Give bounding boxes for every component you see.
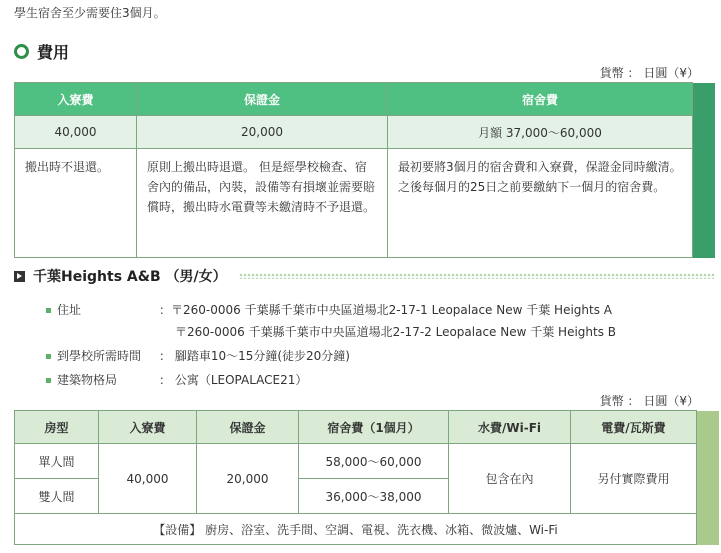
room-type-single: 單人間 bbox=[15, 444, 99, 479]
entry-fee-note: 搬出時不退還。 bbox=[15, 149, 137, 258]
bullet-icon bbox=[46, 308, 51, 313]
electricity-gas-value: 另付實際費用 bbox=[571, 444, 697, 514]
building-type-label: 建築物格局 bbox=[57, 373, 118, 387]
side-bar bbox=[697, 411, 719, 545]
fees-title: 費用 bbox=[37, 42, 70, 62]
room-type-double: 雙人間 bbox=[15, 479, 99, 514]
dorm-title: 千葉Heights A&B （男/女） bbox=[33, 269, 227, 285]
dorm-section-title bbox=[14, 266, 714, 286]
deposit-value: 20,000 bbox=[137, 116, 388, 149]
fee-header-row bbox=[15, 83, 715, 116]
fee-notes-row bbox=[15, 149, 715, 258]
header-entry-fee: 入寮費 bbox=[99, 411, 197, 444]
address-row bbox=[46, 301, 612, 318]
bullet-icon bbox=[46, 378, 51, 383]
fees-section-title bbox=[14, 40, 69, 62]
header-entry-fee: 入寮費 bbox=[15, 83, 137, 116]
building-type-row bbox=[46, 371, 307, 388]
header-monthly-rent: 宿舍費（1個月） bbox=[299, 411, 449, 444]
fee-values-row bbox=[15, 116, 715, 149]
facilities-text: 【設備】 廚房、浴室、洗手間、空調、電視、洗衣機、冰箱、微波爐、Wi-Fi bbox=[15, 514, 697, 545]
address-line-2: 〒260-0006 千葉縣千葉市中央區道場北2-17-2 Leopalace New 千葉 Heights B bbox=[175, 325, 617, 339]
address-label: 住址 bbox=[57, 303, 82, 317]
deposit-value: 20,000 bbox=[197, 444, 299, 514]
header-deposit: 保證金 bbox=[137, 83, 388, 116]
deposit-note: 原則上搬出時退還。 但是經學校檢查、宿舍內的備品，內裝，設備等有損壞並需要賠償時，搬出時水電費等未繳清時不予退還。 bbox=[137, 149, 388, 258]
room-table bbox=[14, 410, 719, 545]
entry-fee-value: 40,000 bbox=[99, 444, 197, 514]
facilities-row bbox=[15, 514, 719, 545]
entry-fee-value: 40,000 bbox=[15, 116, 137, 149]
header-dorm-fee: 宿舍費 bbox=[388, 83, 693, 116]
table-row bbox=[15, 444, 719, 479]
dorm-fee-value: 月額 37,000～60,000 bbox=[388, 116, 693, 149]
header-room-type: 房型 bbox=[15, 411, 99, 444]
fee-table bbox=[14, 82, 715, 258]
fees-currency-note: 貨幣 ： 日圓（¥） bbox=[599, 66, 699, 80]
rent-double: 36,000～38,000 bbox=[299, 479, 449, 514]
rent-single: 58,000～60,000 bbox=[299, 444, 449, 479]
side-bar bbox=[693, 83, 715, 258]
header-electricity-gas: 電費/瓦斯費 bbox=[571, 411, 697, 444]
commute-value: ： 腳踏車10～15分鐘(徒步20分鐘) bbox=[159, 349, 350, 363]
commute-row bbox=[46, 347, 350, 364]
address-line-1: ：〒260-0006 千葉縣千葉市中央區道場北2-17-1 Leopalace New 千葉 Heights A bbox=[159, 303, 613, 317]
header-deposit: 保證金 bbox=[197, 411, 299, 444]
dotted-divider bbox=[239, 273, 714, 279]
play-square-icon bbox=[14, 271, 25, 282]
intro-text: 學生宿舍至少需要住3個月。 bbox=[14, 6, 166, 20]
commute-label: 到學校所需時間 bbox=[57, 349, 142, 363]
water-wifi-value: 包含在內 bbox=[449, 444, 571, 514]
address-row-2 bbox=[175, 323, 616, 340]
dorm-fee-note: 最初要將3個月的宿舍費和入寮費，保證金同時繳清。之後每個月的25日之前要繳納下一個月的宿舍費。 bbox=[388, 149, 693, 258]
header-water-wifi: 水費/Wi-Fi bbox=[449, 411, 571, 444]
building-type-value: ： 公寓（LEOPALACE21） bbox=[159, 373, 308, 387]
room-header-row bbox=[15, 411, 719, 444]
dorm-currency-note: 貨幣 ： 日圓（¥） bbox=[599, 394, 699, 408]
circle-icon bbox=[14, 44, 29, 59]
bullet-icon bbox=[46, 354, 51, 359]
